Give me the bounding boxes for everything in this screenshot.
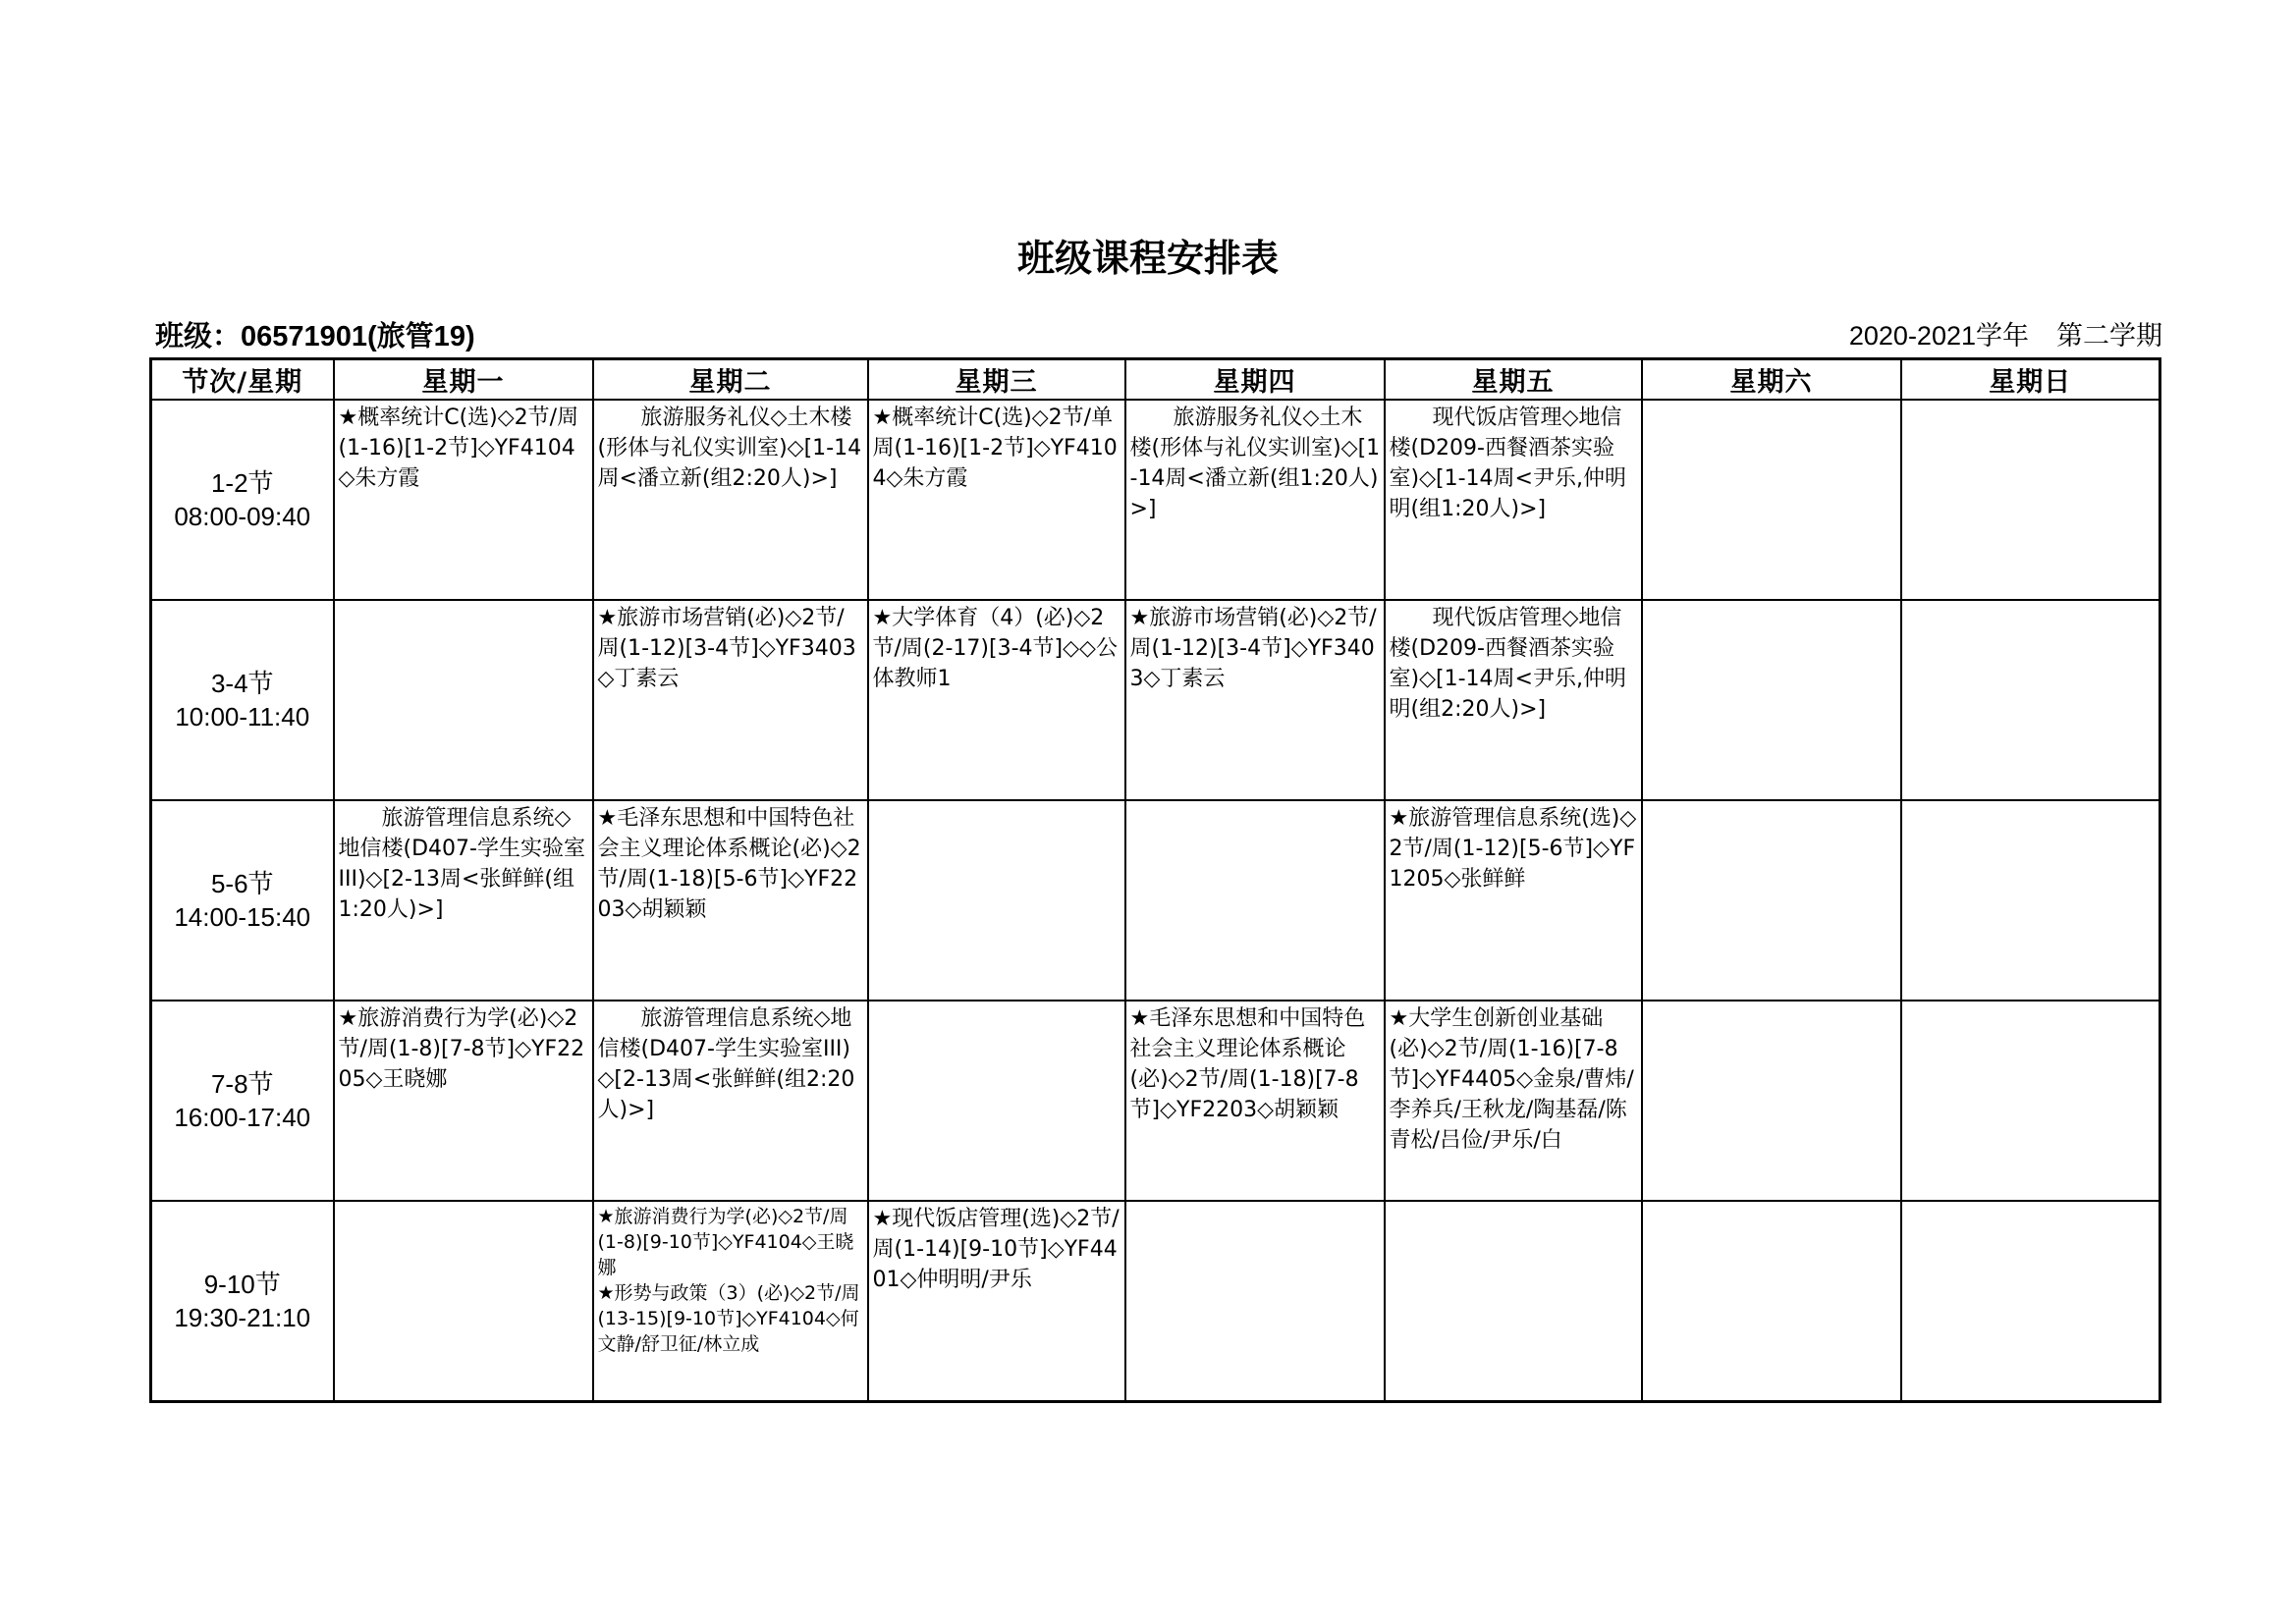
schedule-cell bbox=[1125, 600, 1385, 800]
header-day: 星期二 bbox=[593, 359, 868, 401]
period-label: 5-6节 bbox=[210, 869, 274, 898]
period-time: 14:00-15:40 bbox=[174, 902, 311, 932]
schedule-cell bbox=[868, 800, 1125, 1001]
course-entry: ★毛泽东思想和中国特色社会主义理论体系概论(必)◇2节/周(1-18)[5-6节]◇YF2203◇胡颖颖 bbox=[597, 806, 861, 922]
class-label: 班级：06571901(旅管19) bbox=[155, 321, 475, 352]
period-cell bbox=[151, 600, 334, 800]
schedule-cell bbox=[868, 1201, 1125, 1401]
period-time: 16:00-17:40 bbox=[174, 1103, 311, 1132]
schedule-cell bbox=[593, 1001, 868, 1201]
period-cell bbox=[151, 400, 334, 600]
period-time: 08:00-09:40 bbox=[174, 502, 311, 531]
schedule-cell bbox=[1901, 1001, 2160, 1201]
table-row bbox=[151, 400, 2160, 600]
schedule-cell bbox=[593, 600, 868, 800]
course-entry: ★旅游消费行为学(必)◇2节/周(1-8)[9-10节]◇YF4104◇王晓娜 bbox=[597, 1206, 854, 1278]
schedule-cell bbox=[868, 1001, 1125, 1201]
course-entry: 旅游服务礼仪◇土木楼(形体与礼仪实训室)◇[1-14周<潘立新(组1:20人)>] bbox=[1129, 406, 1381, 521]
period-label: 9-10节 bbox=[203, 1269, 281, 1299]
schedule-cell bbox=[1385, 1201, 1642, 1401]
schedule-cell bbox=[1125, 400, 1385, 600]
header-day: 星期日 bbox=[1901, 359, 2160, 401]
schedule-cell bbox=[1385, 400, 1642, 600]
period-cell bbox=[151, 1001, 334, 1201]
schedule-cell bbox=[1642, 400, 1901, 600]
period-time: 10:00-11:40 bbox=[175, 702, 310, 731]
schedule-cell bbox=[593, 1201, 868, 1401]
academic-year: 2020-2021学年 bbox=[1848, 321, 2029, 351]
course-entry: ★旅游消费行为学(必)◇2节/周(1-8)[7-8节]◇YF2205◇王晓娜 bbox=[338, 1006, 585, 1092]
schedule-cell bbox=[1901, 600, 2160, 800]
schedule-cell bbox=[334, 600, 593, 800]
schedule-cell bbox=[1385, 800, 1642, 1001]
header-corner: 节次/星期 bbox=[151, 359, 334, 401]
schedule-cell bbox=[1642, 1001, 1901, 1201]
schedule-cell bbox=[1385, 600, 1642, 800]
schedule-cell bbox=[1642, 800, 1901, 1001]
schedule-cell bbox=[868, 400, 1125, 600]
schedule-cell bbox=[334, 800, 593, 1001]
page-title: 班级课程安排表 bbox=[1016, 237, 1279, 280]
schedule-cell bbox=[1901, 400, 2160, 600]
period-time: 19:30-21:10 bbox=[174, 1302, 311, 1332]
period-label: 3-4节 bbox=[210, 669, 274, 698]
course-entry: ★现代饭店管理(选)◇2节/周(1-14)[9-10节]◇YF4401◇仲明明/尹乐 bbox=[872, 1207, 1120, 1292]
course-entry: 旅游管理信息系统◇地信楼(D407-学生实验室III)◇[2-13周<张鲜鲜(组1:20人)>] bbox=[338, 806, 585, 922]
schedule-cell bbox=[1901, 800, 2160, 1001]
schedule-cell bbox=[1125, 1001, 1385, 1201]
header-day: 星期三 bbox=[868, 359, 1125, 401]
course-entry: 旅游管理信息系统◇地信楼(D407-学生实验室III)◇[2-13周<张鲜鲜(组2:20人)>] bbox=[597, 1006, 855, 1122]
header-day: 星期四 bbox=[1125, 359, 1385, 401]
schedule-cell bbox=[1901, 1201, 2160, 1401]
course-entry: ★旅游管理信息系统(选)◇2节/周(1-12)[5-6节]◇YF1205◇张鲜鲜 bbox=[1389, 806, 1637, 892]
schedule-cell bbox=[334, 1201, 593, 1401]
header-day: 星期一 bbox=[334, 359, 593, 401]
schedule-cell bbox=[593, 800, 868, 1001]
period-cell bbox=[151, 800, 334, 1001]
course-entry: 现代饭店管理◇地信楼(D209-西餐酒茶实验室)◇[1-14周<尹乐,仲明明(组2:20人)>] bbox=[1389, 606, 1626, 722]
schedule-cell bbox=[1385, 1001, 1642, 1201]
schedule-cell bbox=[334, 1001, 593, 1201]
course-entry: ★大学生创新创业基础(必)◇2节/周(1-16)[7-8节]◇YF4405◇金泉/曹炜/李养兵/王秋龙/陶基磊/陈青松/吕俭/尹乐/白 bbox=[1389, 1006, 1634, 1153]
table-row bbox=[151, 800, 2160, 1001]
term-label bbox=[1849, 314, 2162, 352]
schedule-cell bbox=[1125, 1201, 1385, 1401]
table-row bbox=[151, 1001, 2160, 1201]
period-label: 1-2节 bbox=[210, 468, 274, 498]
schedule-cell bbox=[593, 400, 868, 600]
header-day: 星期六 bbox=[1642, 359, 1901, 401]
period-cell bbox=[151, 1201, 334, 1401]
course-entry: ★旅游市场营销(必)◇2节/周(1-12)[3-4节]◇YF3403◇丁素云 bbox=[597, 606, 856, 691]
course-entry: 现代饭店管理◇地信楼(D209-西餐酒茶实验室)◇[1-14周<尹乐,仲明明(组1:20人)>] bbox=[1389, 406, 1626, 521]
course-entry: ★概率统计C(选)◇2节/周(1-16)[1-2节]◇YF4104◇朱方霞 bbox=[338, 406, 579, 491]
schedule-cell bbox=[334, 400, 593, 600]
course-entry: ★旅游市场营销(必)◇2节/周(1-12)[3-4节]◇YF3403◇丁素云 bbox=[1129, 606, 1377, 691]
course-entry: ★概率统计C(选)◇2节/单周(1-16)[1-2节]◇YF4104◇朱方霞 bbox=[872, 406, 1118, 491]
period-label: 7-8节 bbox=[210, 1069, 274, 1099]
course-entry: 旅游服务礼仪◇土木楼(形体与礼仪实训室)◇[1-14周<潘立新(组2:20人)>] bbox=[597, 406, 862, 491]
schedule-cell bbox=[1642, 600, 1901, 800]
table-row bbox=[151, 600, 2160, 800]
course-entry: ★大学体育（4）(必)◇2节/周(2-17)[3-4节]◇◇公体教师1 bbox=[872, 606, 1118, 691]
header-day: 星期五 bbox=[1385, 359, 1642, 401]
course-entry: ★毛泽东思想和中国特色社会主义理论体系概论(必)◇2节/周(1-18)[7-8节]◇YF2203◇胡颖颖 bbox=[1129, 1006, 1366, 1122]
schedule-cell bbox=[1642, 1201, 1901, 1401]
schedule-cell bbox=[868, 600, 1125, 800]
semester: 第二学期 bbox=[2056, 321, 2162, 351]
course-entry: ★形势与政策（3）(必)◇2节/周(13-15)[9-10节]◇YF4104◇何文静/舒卫征/林立成 bbox=[597, 1282, 860, 1355]
schedule-table bbox=[149, 357, 2161, 1403]
header-row bbox=[151, 359, 2160, 401]
table-row bbox=[151, 1201, 2160, 1401]
schedule-cell bbox=[1125, 800, 1385, 1001]
